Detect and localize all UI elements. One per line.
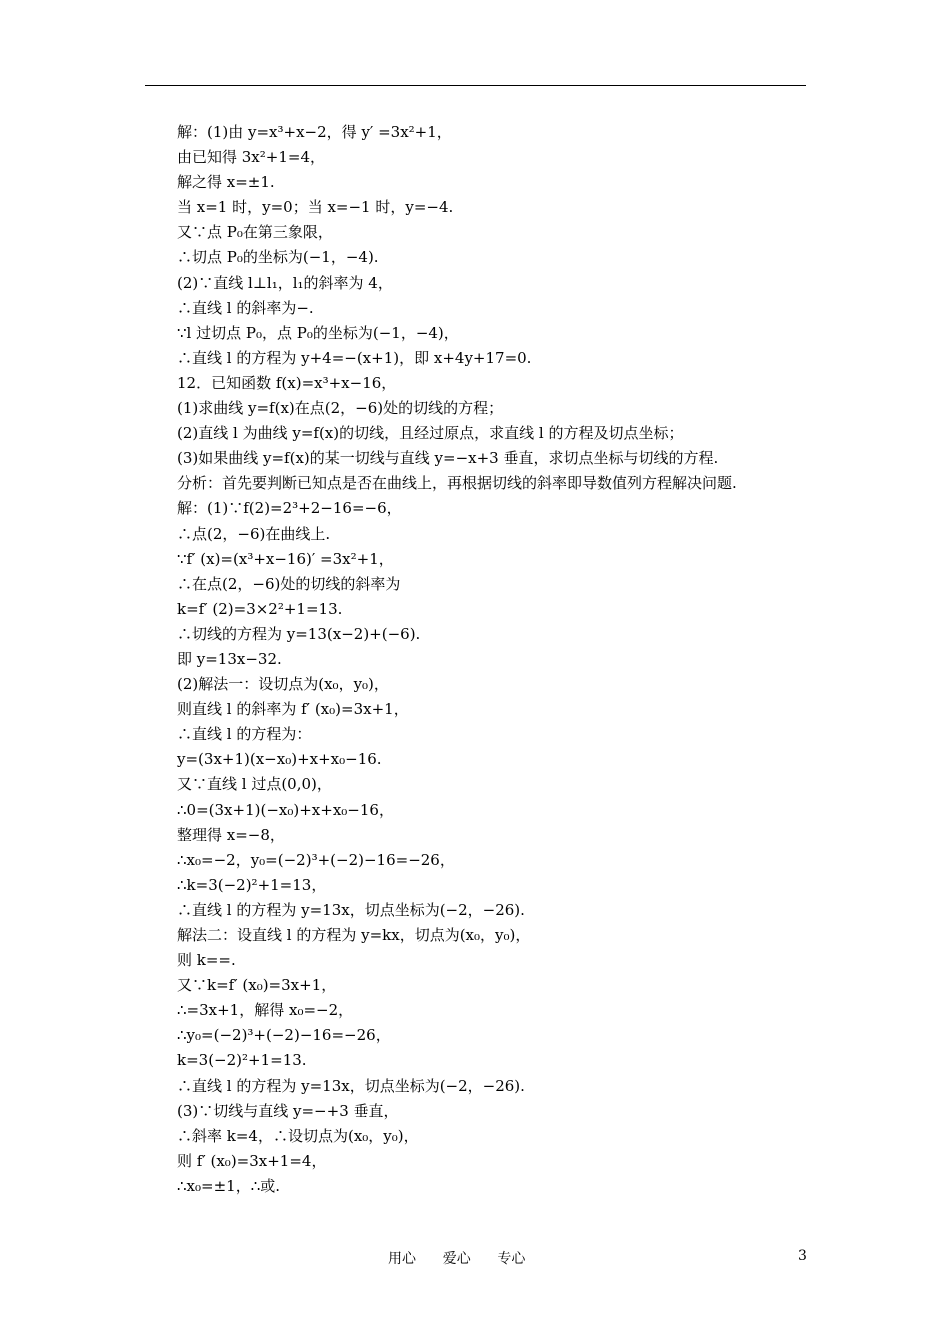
footer-text: 用心 爱心 专心 [388,1251,526,1267]
text-line: ∴直线 l 的方程为 y=13x，切点坐标为(−2，−26). [177,1076,525,1095]
text-line: 解法二：设直线 l 的方程为 y=kx，切点为(x₀，y₀)， [177,926,531,944]
text-line: ∴直线 l 的斜率为−. [177,298,314,317]
text-line: ∴点(2，−6)在曲线上. [177,524,331,543]
text-line: 12．已知函数 f(x)=x³+x−16， [177,373,397,392]
text-line: 又∵点 P₀在第三象限， [177,223,333,242]
text-line: ∴直线 l 的方程为： [177,725,312,744]
text-line: y=(3x+1)(x−x₀)+x+x₀−16. [177,750,382,769]
text-line: k=3(−2)²+1=13. [177,1051,307,1070]
text-line: (2)直线 l 为曲线 y=f(x)的切线，且经过原点，求直线 l 的方程及切点坐标； [177,424,684,443]
text-line: ∵f′ (x)=(x³+x−16)′ =3x²+1， [177,549,394,568]
text-line: ∴y₀=(−2)³+(−2)−16=−26， [177,1026,391,1045]
text-line: ∴切线的方程为 y=13(x−2)+(−6). [177,624,421,643]
text-line: 即 y=13x−32. [177,649,282,668]
page-footer [0,1248,950,1268]
text-line: ∴直线 l 的方程为 y+4=−(x+1)，即 x+4y+17=0. [177,348,532,367]
text-line: ∴=3x+1，解得 x₀=−2， [177,1001,354,1020]
header-rule [145,85,806,86]
text-line: ∴x₀=±1，∴或. [177,1176,281,1195]
text-line: (3)如果曲线 y=f(x)的某一切线与直线 y=−x+3 垂直，求切点坐标与切线的方程. [177,449,719,468]
text-line: ∴斜率 k=4，∴设切点为(x₀，y₀)， [177,1126,419,1145]
text-line: 则 f′ (x₀)=3x+1=4， [177,1151,327,1170]
text-line: (2)∵直线 l⊥l₁，l₁的斜率为 4， [177,273,393,292]
text-line: 又∵k=f′ (x₀)=3x+1， [177,976,337,995]
text-line: ∴0=(3x+1)(−x₀)+x+x₀−16， [177,800,394,819]
text-line: ∴k=3(−2)²+1=13， [177,875,327,894]
text-line: ∴在点(2，−6)处的切线的斜率为 [177,574,401,593]
text-line: 由已知得 3x²+1=4， [177,148,326,167]
text-line: (3)∵切线与直线 y=−+3 垂直， [177,1101,399,1120]
page-content [177,120,817,1199]
text-line: 则直线 l 的斜率为 f′ (x₀)=3x+1， [177,700,409,719]
text-line: 解之得 x=±1. [177,173,275,192]
text-line: 整理得 x=−8， [177,825,285,844]
text-line: 则 k==. [177,951,236,970]
text-line: ∵l 过切点 P₀，点 P₀的坐标为(−1，−4)， [177,323,459,342]
text-line: ∴x₀=−2，y₀=(−2)³+(−2)−16=−26， [177,850,455,869]
page-number: 3 [798,1248,807,1264]
text-line: 分析：首先要判断已知点是否在曲线上，再根据切线的斜率即导数值列方程解决问题. [177,474,737,493]
text-line: 解：(1)由 y=x³+x−2，得 y′ =3x²+1， [177,123,452,141]
text-line: 当 x=1 时，y=0；当 x=−1 时，y=−4. [177,198,454,217]
text-line: k=f′ (2)=3×2²+1=13. [177,599,343,618]
text-line: 解：(1)∵f(2)=2³+2−16=−6， [177,499,402,518]
text-line: 又∵直线 l 过点(0,0)， [177,775,332,794]
text-line: (1)求曲线 y=f(x)在点(2，−6)处的切线的方程； [177,399,504,418]
text-line: (2)解法一：设切点为(x₀，y₀)， [177,675,389,694]
text-line: ∴切点 P₀的坐标为(−1，−4). [177,248,379,267]
text-line: ∴直线 l 的方程为 y=13x，切点坐标为(−2，−26). [177,900,525,919]
